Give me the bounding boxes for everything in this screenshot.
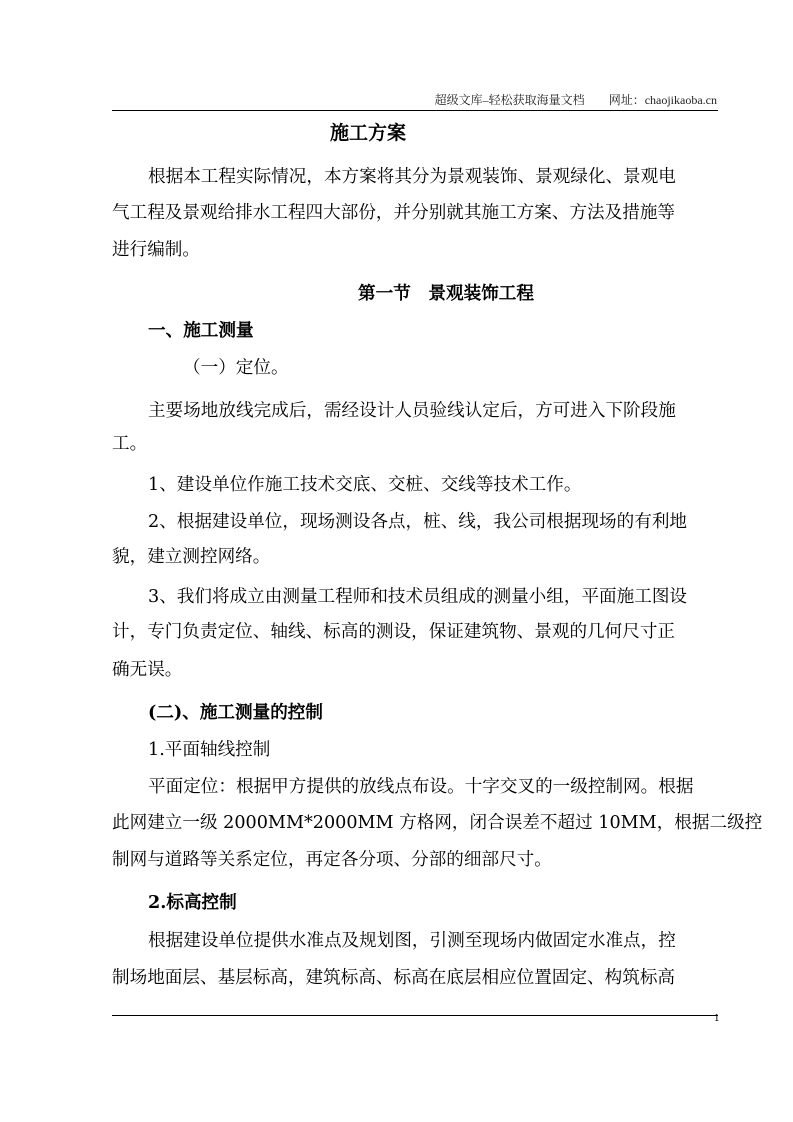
paragraph-line: 制网与道路等关系定位，再定各分项、分部的细部尺寸。 [112, 850, 552, 870]
paragraph-line: 主要场地放线完成后，需经设计人员验线认定后，方可进入下阶段施 [148, 401, 676, 421]
header-rule [112, 110, 718, 111]
paragraph-line: 平面定位：根据甲方提供的放线点布设。十字交叉的一级控制网。根据 [148, 777, 694, 797]
intro-line: 进行编制。 [112, 240, 200, 260]
document-title: 施工方案 [330, 122, 407, 144]
paragraph-line: 根据建设单位提供水准点及规划图，引测至现场内做固定水准点，控 [148, 931, 676, 951]
subheading-elevation-control: 2.标高控制 [148, 892, 237, 913]
intro-line: 根据本工程实际情况，本方案将其分为景观装饰、景观绿化、景观电 [148, 167, 676, 187]
paragraph-line: 制场地面层、基层标高，建筑标高、标高在底层相应位置固定、构筑标高 [112, 968, 676, 988]
header-url: 网址：chaojikaoba.cn [608, 93, 717, 107]
page-number: 1 [714, 1014, 720, 1024]
list-item: 3、我们将成立由测量工程师和技术员组成的测量小组，平面施工图设 [148, 587, 688, 607]
list-item: 2、根据建设单位，现场测设各点，桩、线，我公司根据现场的有利地 [148, 512, 688, 532]
heading-survey-control: (二)、施工测量的控制 [148, 702, 323, 723]
intro-line: 气工程及景观给排水工程四大部份，并分别就其施工方案、方法及措施等 [112, 203, 676, 223]
list-item: 确无误。 [112, 660, 183, 680]
paragraph-line: 工。 [112, 434, 148, 454]
subheading-axis-control: 1.平面轴线控制 [148, 740, 271, 760]
page-header [435, 91, 717, 108]
section-heading: 第一节 景观装饰工程 [358, 283, 534, 304]
list-item: 貌，建立测控网络。 [112, 547, 271, 567]
subheading-positioning: （一）定位。 [183, 358, 289, 378]
header-site: 超级文库–轻松获取海量文档 [434, 93, 585, 107]
list-item: 计，专门负责定位、轴线、标高的测设，保证建筑物、景观的几何尺寸正 [112, 622, 676, 642]
footer-rule [112, 1015, 718, 1016]
paragraph-line: 此网建立一级 2000MM*2000MM 方格网，闭合误差不超过 10MM，根据二级控 [112, 813, 763, 833]
list-item: 1、建设单位作施工技术交底、交桩、交线等技术工作。 [148, 475, 582, 495]
heading-survey: 一、施工测量 [148, 320, 254, 341]
